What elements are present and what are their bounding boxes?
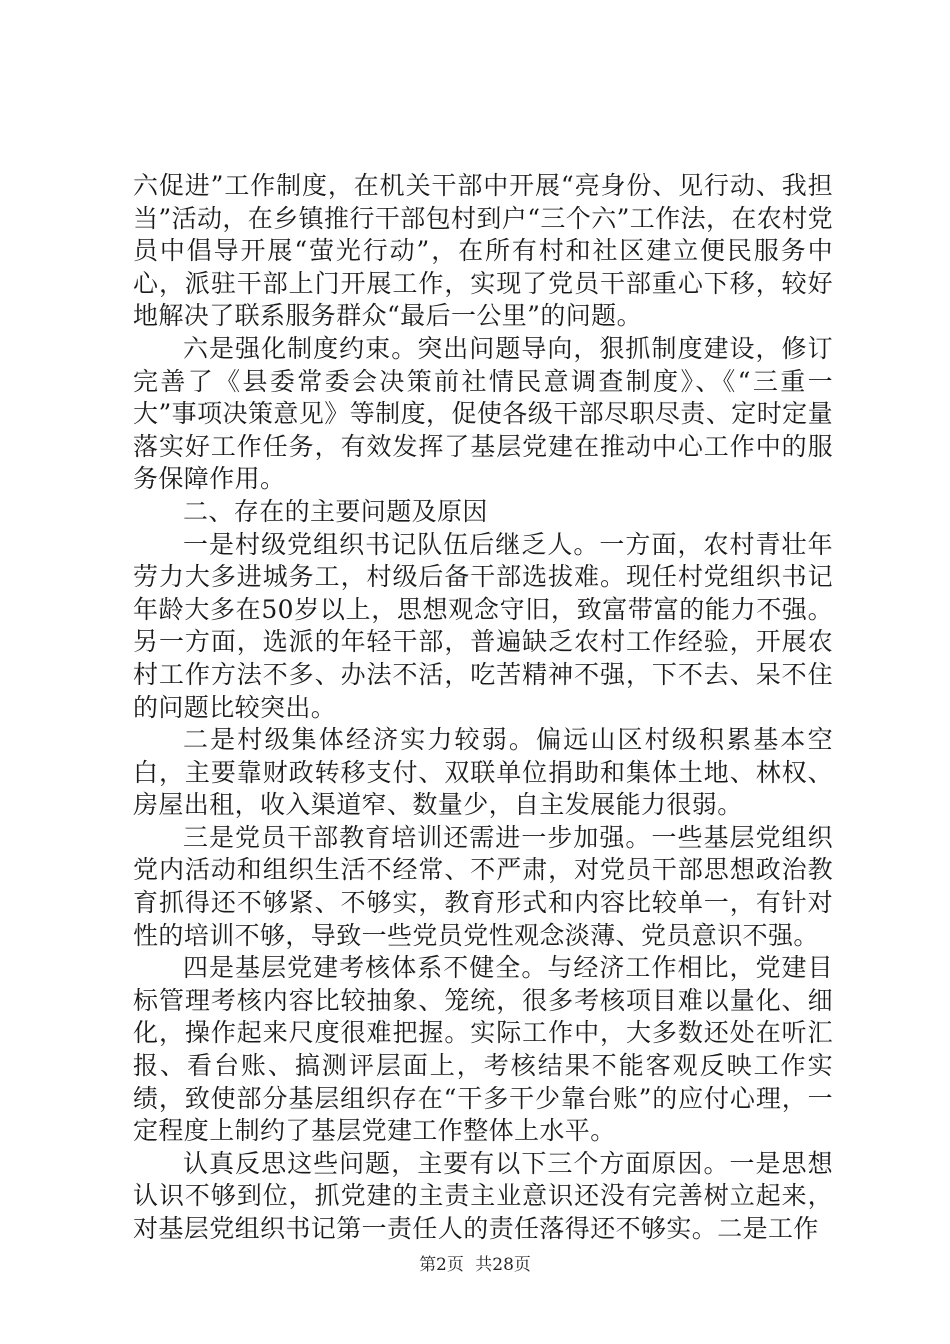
page-footer [0, 1250, 950, 1275]
paragraph-7: 认真反思这些问题，主要有以下三个方面原因。一是思想认识不够到位，抓党建的主责主业意识还没有完善树立起来，对基层党组织书记第一责任人的责任落得还不够实。二是工作 [133, 1148, 833, 1243]
paragraph-6: 四是基层党建考核体系不健全。与经济工作相比，党建目标管理考核内容比较抽象、笼统，很多考核项目难以量化、细化，操作起来尺度很难把握。实际工作中，大多数还处在听汇报、看台账、搞测评层面上，考核结果不能客观反映工作实绩，致使部分基层组织存在“干多干少靠台账”的应付心理，一定程度上制约了基层党建工作整体上水平。 [133, 953, 833, 1146]
page-number: 第2页 [419, 1255, 464, 1275]
paragraph-2: 六是强化制度约束。突出问题导向，狠抓制度建设，修订完善了《县委常委会决策前社情民意调查制度》、《“三重一大”事项决策意见》等制度，促使各级干部尽职尽责、定时定量落实好工作任务，有效发挥了基层党建在推动中心工作中的服务保障作用。 [133, 333, 833, 494]
paragraph-4: 二是村级集体经济实力较弱。偏远山区村级积累基本空白，主要靠财政转移支付、双联单位捐助和集体土地、林权、房屋出租，收入渠道窄、数量少，自主发展能力很弱。 [133, 725, 833, 820]
section-heading: 二、存在的主要问题及原因 [183, 496, 488, 526]
document-body [133, 170, 833, 1246]
paragraph-1: 六促进”工作制度，在机关干部中开展“亮身份、见行动、我担当”活动，在乡镇推行干部包村到户“三个六”工作法，在农村党员中倡导开展“萤光行动”，在所有村和社区建立便民服务中心，派驻干部上门开展工作，实现了党员干部重心下移，较好地解决了联系服务群众“最后一公里”的问题。 [133, 171, 833, 331]
paragraph-5: 三是党员干部教育培训还需进一步加强。一些基层党组织党内活动和组织生活不经常、不严肃，对党员干部思想政治教育抓得还不够紧、不够实，教育形式和内容比较单一，有针对性的培训不够，导致一些党员党性观念淡薄、党员意识不强。 [133, 822, 833, 950]
page-total: 共28页 [475, 1255, 531, 1275]
paragraph-3: 一是村级党组织书记队伍后继乏人。一方面，农村青壮年劳力大多进城务工，村级后备干部选拔难。现任村党组织书记年龄大多在50岁以上，思想观念守旧，致富带富的能力不强。另一方面，选派的年轻干部，普遍缺乏农村工作经验，开展农村工作方法不多、办法不活，吃苦精神不强，下不去、呆不住的问题比较突出。 [133, 529, 833, 722]
